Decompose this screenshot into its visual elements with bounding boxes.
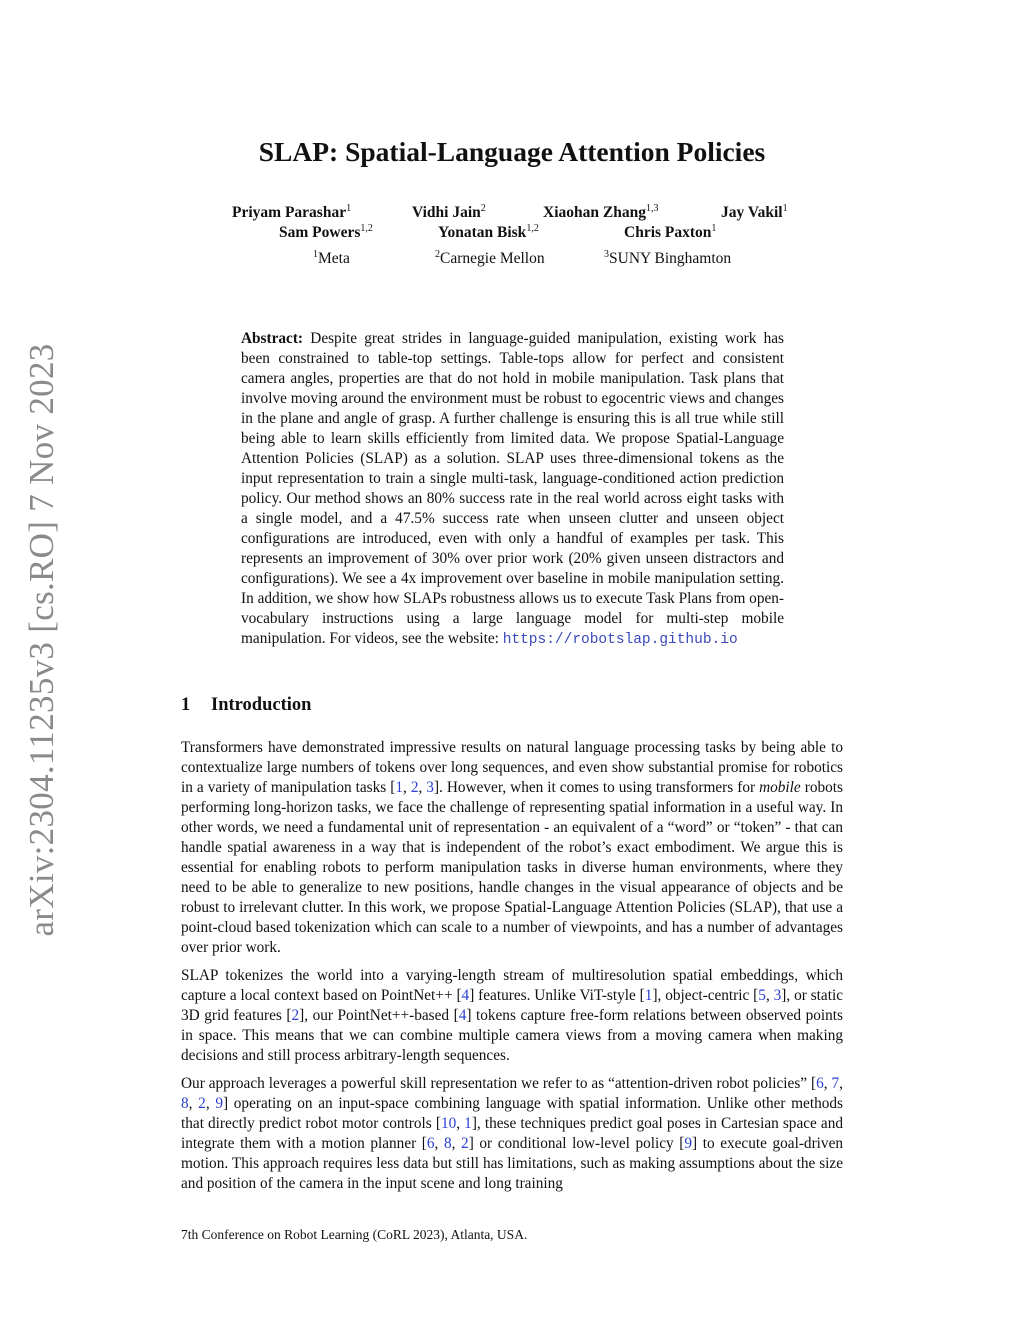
author: Priyam Parashar$^1$ bbox=[232, 203, 352, 222]
text-run: ] operating on an input-space combining language with spatial information. Unlike other methods that directly predict robot motor controls [ bbox=[181, 1095, 843, 1132]
citation-link[interactable]: 9 bbox=[684, 1135, 693, 1152]
section-title: Introduction bbox=[211, 695, 312, 715]
abstract-text: Despite great strides in language-guided manipulation, existing work has been constrained to table-top settings. Table-tops allow for perfect and consistent camera angles, properties are that do not hold in mobile manipulation. Task plans that involve moving around the environment must be robust to egocentric views and changes in the plane and angle of grasp. A further challenge is ensuring this is all true while still being able to learn skills efficiently from limited data. We propose Spatial-Language Attention Policies (SLAP) as a solution. SLAP uses three-dimensional tokens as the input representation to train a single multi-task, language-conditioned action prediction policy. Our method shows an 80% success rate in the real world across eight tasks with a single model, and a 47.5% success rate when unseen clutter and unseen object configurations are introduced, even with only a handful of examples per task. This represents an improvement of 30% over prior work (20% given unseen distractors and configurations). We see a 4x improvement over baseline in mobile manipulation setting. In addition, we show how SLAPs robustness allows us to execute Task Plans from open-vocabulary instructions using a large language model for multi-step mobile manipulation. For videos, see the website: bbox=[241, 330, 784, 647]
abstract bbox=[241, 329, 784, 650]
text-run: ], object-centric [ bbox=[652, 987, 759, 1004]
citation-link[interactable]: 6 bbox=[426, 1135, 435, 1152]
author: Sam Powers$^{1,2}$ bbox=[279, 223, 373, 242]
text-run: Our approach leverages a powerful skill representation we refer to as “attention-driven robot policies” [ bbox=[181, 1075, 817, 1092]
text-run: , bbox=[402, 779, 411, 796]
citation-link[interactable]: 7 bbox=[831, 1075, 840, 1092]
citation-link[interactable]: 1 bbox=[395, 779, 403, 796]
text-run: , bbox=[418, 779, 427, 796]
citation-link[interactable]: 9 bbox=[215, 1095, 223, 1112]
section-number: 1 bbox=[181, 695, 191, 715]
author: Yonatan Bisk$^{1,2}$ bbox=[438, 223, 539, 242]
text-run: ] or conditional low-level policy [ bbox=[468, 1135, 685, 1152]
text-run: , bbox=[205, 1095, 216, 1112]
text-run: ], or static 3D grid features [ bbox=[181, 987, 843, 1024]
citation-link[interactable]: 4 bbox=[458, 1007, 467, 1024]
text-run: , bbox=[451, 1135, 462, 1152]
text-run: , bbox=[765, 987, 774, 1004]
arxiv-stamp: arXiv:2304.11235v3 [cs.RO] 7 Nov 2023 bbox=[22, 343, 61, 937]
text-run: ] features. Unlike ViT-style [ bbox=[469, 987, 645, 1004]
author: Xiaohan Zhang$^{1,3}$ bbox=[543, 203, 659, 222]
paragraph bbox=[181, 738, 843, 958]
text-run: Transformers have demonstrated impressive results on natural language processing tasks by being able to contextualize large numbers of tokens over long sequences, and even show substantial promise for robotics in a variety of manipulation tasks [ bbox=[181, 739, 843, 796]
affiliation: $^1$Meta bbox=[313, 249, 350, 268]
citation-link[interactable]: 6 bbox=[816, 1075, 824, 1092]
citation-link[interactable]: 2 bbox=[461, 1135, 469, 1152]
text-run: , bbox=[434, 1135, 444, 1152]
text-run: , bbox=[456, 1115, 465, 1132]
citation-link[interactable]: 4 bbox=[461, 987, 470, 1004]
paragraph bbox=[181, 1074, 843, 1194]
citation-link[interactable]: 2 bbox=[291, 1007, 300, 1024]
website-link[interactable]: https://robotslap.github.io bbox=[502, 632, 738, 648]
abstract-label: Abstract: bbox=[241, 330, 304, 347]
text-run: , bbox=[823, 1075, 832, 1092]
citation-link[interactable]: 1 bbox=[644, 987, 653, 1004]
author: Vidhi Jain$^2$ bbox=[412, 203, 486, 222]
text-run: ], our PointNet++-based [ bbox=[299, 1007, 459, 1024]
paragraph bbox=[181, 966, 843, 1066]
introduction-body bbox=[181, 738, 843, 1202]
author: Chris Paxton$^1$ bbox=[624, 223, 717, 242]
citation-link[interactable]: 5 bbox=[758, 987, 766, 1004]
emphasis: mobile bbox=[759, 779, 801, 796]
text-run: , bbox=[839, 1075, 843, 1092]
citation-link[interactable]: 8 bbox=[181, 1095, 189, 1112]
text-run: ]. However, when it comes to using transformers for bbox=[433, 779, 760, 796]
text-run: robots performing long-horizon tasks, we face the challenge of representing spatial information in a useful way. In other words, we need a fundamental unit of representation - an equivalent of a “word” or “token” - that can handle spatial awareness in a way that is independent of the robot’s exact embodiment. We argue this is essential for enabling robots to perform manipulation tasks in diverse human environments, where they need to be able to generalize to new positions, handle changes in the visual appearance of objects and be robust to irrelevant clutter. In this work, we propose Spatial-Language Attention Policies (SLAP), that use a point-cloud based tokenization which can scale to a number of viewpoints, and has a number of advantages over prior work. bbox=[181, 779, 843, 956]
citation-link[interactable]: 3 bbox=[773, 987, 782, 1004]
paper-title: SLAP: Spatial-Language Attention Policies bbox=[258, 136, 766, 167]
citation-link[interactable]: 2 bbox=[410, 779, 419, 796]
citation-link[interactable]: 2 bbox=[198, 1095, 206, 1112]
citation-link[interactable]: 8 bbox=[443, 1135, 452, 1152]
text-run: , bbox=[188, 1095, 199, 1112]
text-run: ], these techniques predict goal poses in Cartesian space and integrate them with a motion planner [ bbox=[181, 1115, 844, 1152]
author: Jay Vakil$^1$ bbox=[721, 203, 788, 222]
citation-link[interactable]: 3 bbox=[426, 779, 434, 796]
affiliation: $^2$Carnegie Mellon bbox=[435, 249, 545, 268]
text-run: SLAP tokenizes the world into a varying-length stream of multiresolution spatial embeddings, which capture a local context based on PointNet++ [ bbox=[181, 967, 843, 1004]
footer-note: 7th Conference on Robot Learning (CoRL 2023), Atlanta, USA. bbox=[181, 1227, 528, 1242]
affiliation: $^3$SUNY Binghamton bbox=[604, 249, 732, 268]
text-run: ] tokens capture free-form relations between observed points in space. This means that we can combine multiple camera views from a moving camera when making decisions and still process arbitrary-length sequences. bbox=[181, 1007, 843, 1064]
section-heading bbox=[181, 695, 311, 716]
citation-link[interactable]: 10 bbox=[440, 1115, 457, 1132]
citation-link[interactable]: 1 bbox=[464, 1115, 472, 1132]
text-run: ] to execute goal-driven motion. This approach requires less data but still has limitations, such as making assumptions about the size and position of the camera in the input scene and long training bbox=[181, 1135, 844, 1192]
